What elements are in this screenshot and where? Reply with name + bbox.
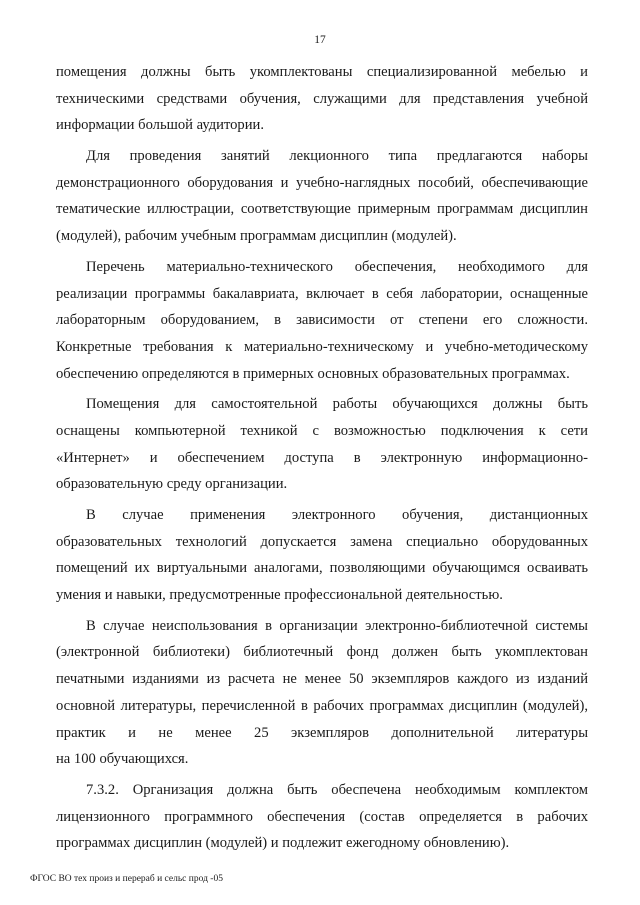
text-line: оснащены компьютерной техникой с возможностью подключения к сети <box>56 422 588 439</box>
document-body <box>56 59 588 857</box>
text-line: техническими средствами обучения, служащими для представления учебной <box>56 90 588 107</box>
text-line: умения и навыки, предусмотренные профессиональной деятельностью. <box>56 587 503 604</box>
text-line: «Интернет» и обеспечением доступа в электронную информационно- <box>56 449 588 466</box>
text-line: помещения должны быть укомплектованы специализированной мебелью и <box>56 64 588 80</box>
paragraph <box>56 502 588 609</box>
text-line: лабораторным оборудованием, в зависимости от степени его сложности. <box>56 312 588 329</box>
text-line: основной литературы, перечисленной в рабочих программах дисциплин (модулей), <box>56 697 588 714</box>
text-line: 7.3.2. Организация должна быть обеспечена необходимым комплектом <box>86 781 588 798</box>
paragraph <box>56 143 588 250</box>
paragraph <box>56 613 588 773</box>
text-line: (модулей), рабочим учебным программам дисциплин (модулей). <box>56 228 457 245</box>
text-line: тематические иллюстрации, соответствующие примерным программам дисциплин <box>56 201 588 218</box>
paragraph <box>56 391 588 498</box>
text-line: Перечень материально-технического обеспечения, необходимого для <box>86 258 588 275</box>
paragraph <box>56 254 588 387</box>
text-line: В случае применения электронного обучения, дистанционных <box>86 507 588 523</box>
text-line: информации большой аудитории. <box>56 117 264 134</box>
text-line: печатными изданиями из расчета не менее 50 экземпляров каждого из изданий <box>56 671 588 688</box>
footer-note: ФГОС ВО тех произ и перераб и сельс прод -05 <box>30 874 223 884</box>
text-line: образовательную среду организации. <box>56 476 288 493</box>
text-line: демонстрационного оборудования и учебно-наглядных пособий, обеспечивающие <box>56 174 588 191</box>
page-number: 17 <box>314 34 326 46</box>
text-line: (электронной библиотеки) библиотечный фонд должен быть укомплектован <box>56 644 588 661</box>
text-line: Для проведения занятий лекционного типа предлагаются наборы <box>86 148 588 165</box>
text-line: Конкретные требования к материально-техническому и учебно-методическому <box>56 338 588 355</box>
text-line: обеспечению определяются в примерных основных образовательных программах. <box>56 365 570 382</box>
text-line: лицензионного программного обеспечения (состав определяется в рабочих <box>56 808 588 825</box>
text-line: помещений их виртуальными аналогами, позволяющими обучающимся осваивать <box>56 560 588 577</box>
paragraph <box>56 59 588 139</box>
text-line: на 100 обучающихся. <box>56 751 189 768</box>
text-line: образовательных технологий допускается замена специально оборудованных <box>56 533 588 550</box>
text-line: практик и не менее 25 экземпляров дополнительной литературы <box>56 724 588 741</box>
text-line: реализации программы бакалавриата, включает в себя лаборатории, оснащенные <box>56 285 588 302</box>
text-line: В случае неиспользования в организации электронно-библиотечной системы <box>86 617 588 634</box>
paragraph <box>56 777 588 857</box>
text-line: программах дисциплин (модулей) и подлежит ежегодному обновлению). <box>56 835 510 852</box>
text-line: Помещения для самостоятельной работы обучающихся должны быть <box>86 396 588 413</box>
